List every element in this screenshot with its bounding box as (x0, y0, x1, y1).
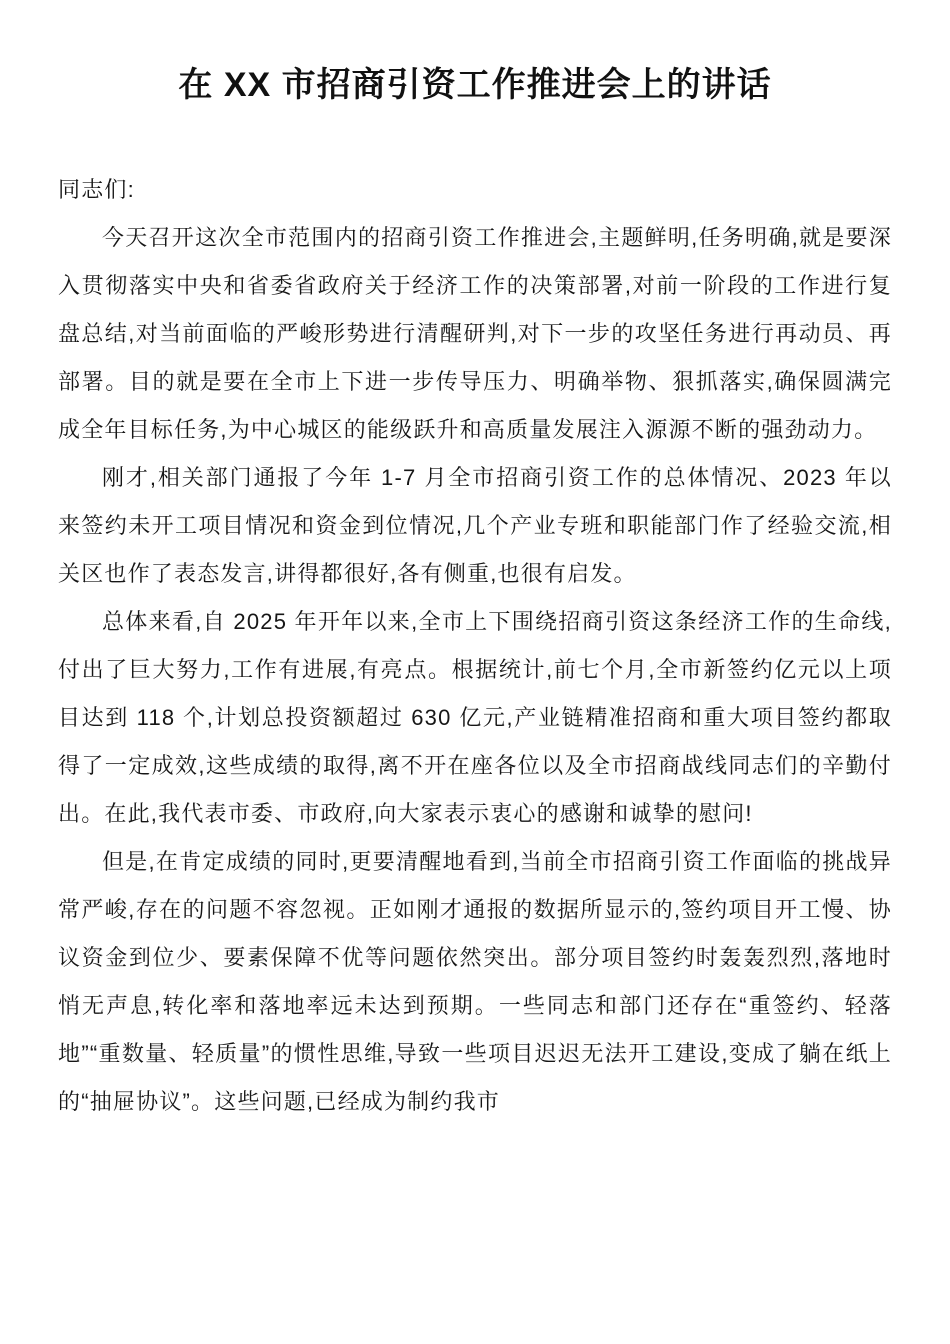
paragraph: 总体来看,自 2025 年开年以来,全市上下围绕招商引资这条经济工作的生命线,付出了巨大努力,工作有进展,有亮点。根据统计,前七个月,全市新签约亿元以上项目达到 118 个,计划总投资额超过 630 亿元,产业链精准招商和重大项目签约都取得了一定成效,这些成绩的取得,离不开在座各位以及全市招商战线同志们的辛勤付出。在此,我代表市委、市政府,向大家表示衷心的感谢和诚挚的慰问! (58, 609, 892, 826)
document-body (58, 166, 892, 1126)
paragraph: 但是,在肯定成绩的同时,更要清醒地看到,当前全市招商引资工作面临的挑战异常严峻,存在的问题不容忽视。正如刚才通报的数据所显示的,签约项目开工慢、协议资金到位少、要素保障不优等问题依然突出。部分项目签约时轰轰烈烈,落地时悄无声息,转化率和落地率远未达到预期。一些同志和部门还存在“重签约、轻落地”“重数量、轻质量”的惯性思维,导致一些项目迟迟无法开工建设,变成了躺在纸上的“抽屉协议”。这些问题,已经成为制约我市 (58, 849, 892, 1114)
salutation: 同志们: (58, 177, 135, 202)
paragraph: 刚才,相关部门通报了今年 1-7 月全市招商引资工作的总体情况、2023 年以来签约未开工项目情况和资金到位情况,几个产业专班和职能部门作了经验交流,相关区也作了表态发言,讲得都很好,各有侧重,也很有启发。 (58, 465, 892, 586)
document-title: 在 XX 市招商引资工作推进会上的讲话 (178, 66, 772, 104)
paragraph: 今天召开这次全市范围内的招商引资工作推进会,主题鲜明,任务明确,就是要深入贯彻落实中央和省委省政府关于经济工作的决策部署,对前一阶段的工作进行复盘总结,对当前面临的严峻形势进行清醒研判,对下一步的攻坚任务进行再动员、再部署。目的就是要在全市上下进一步传导压力、明确举物、狠抓落实,确保圆满完成全年目标任务,为中心城区的能级跃升和高质量发展注入源源不断的强劲动力。 (58, 225, 892, 442)
